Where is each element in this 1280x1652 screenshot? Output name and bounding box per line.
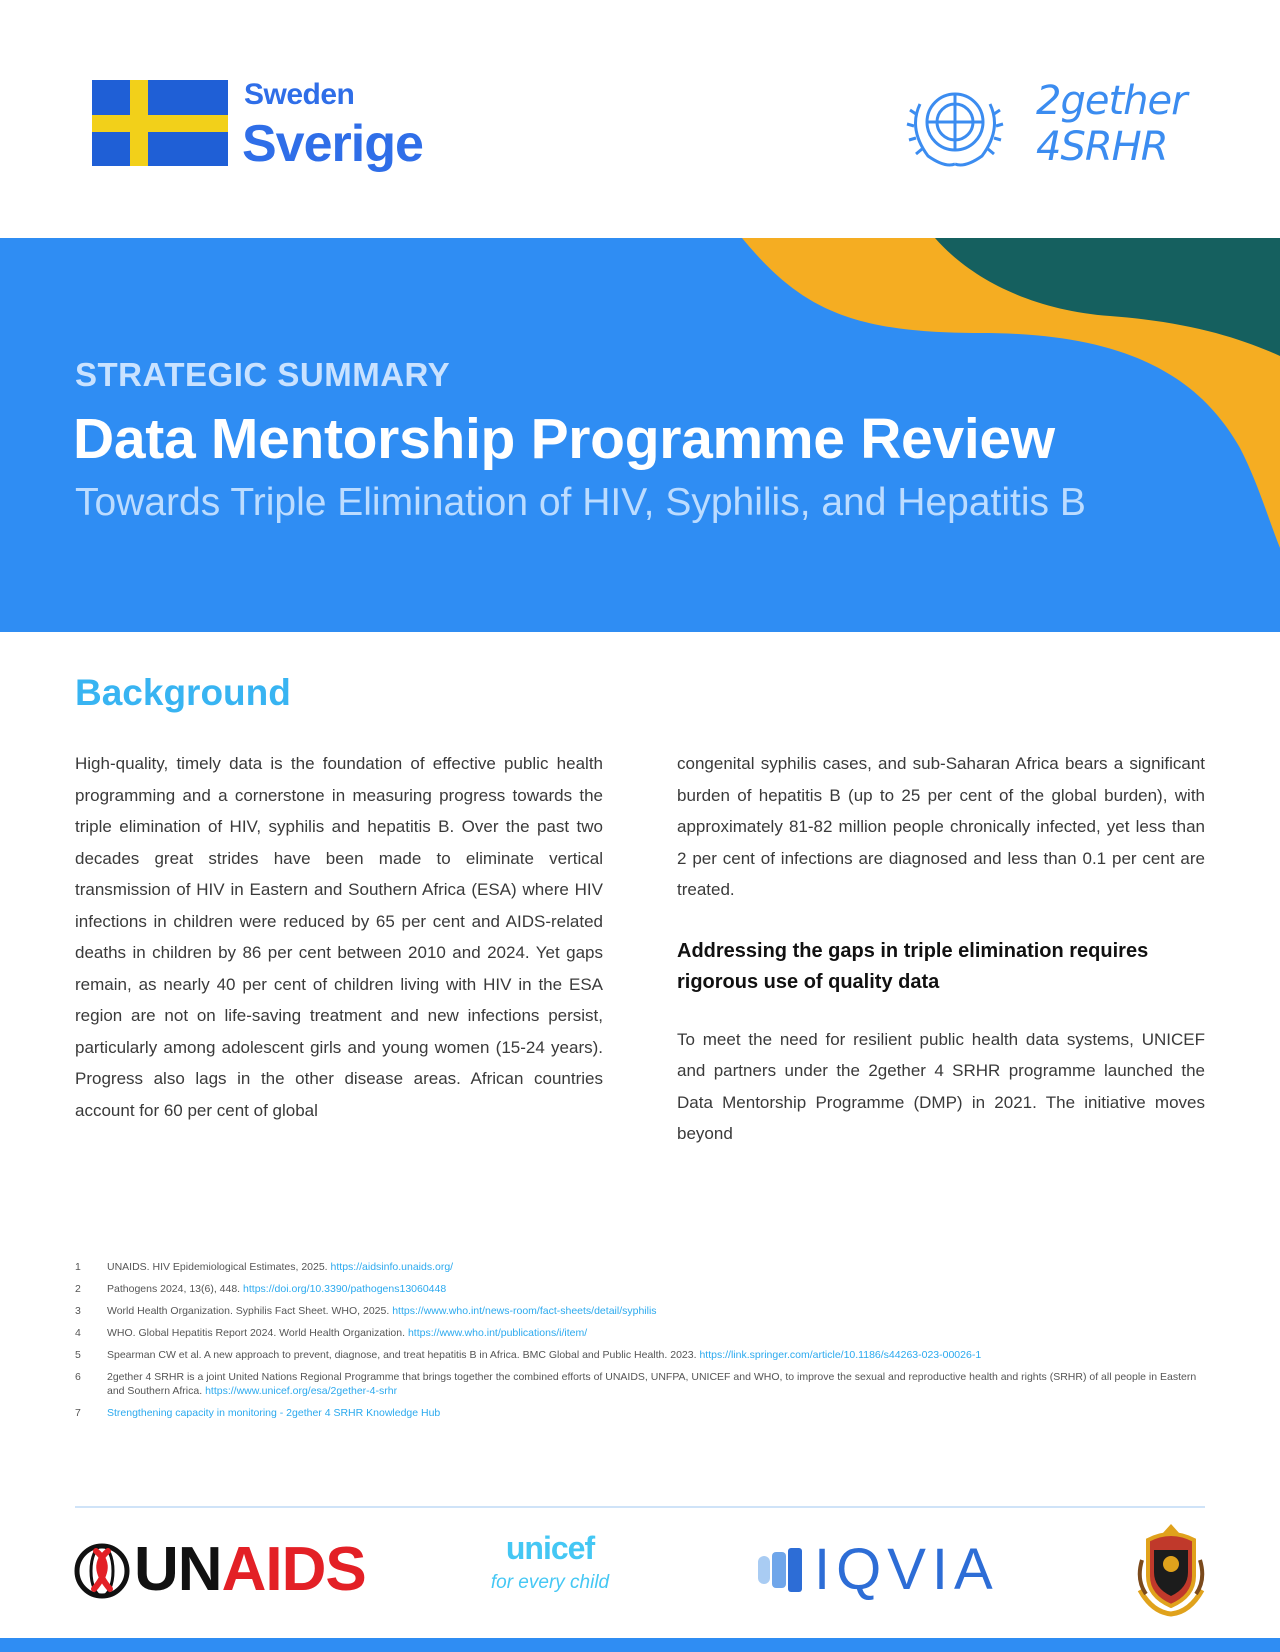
footnote-link[interactable]: https://www.who.int/publications/i/item/ (407, 1327, 588, 1339)
4srhr-wordmark: 4SRHR (1036, 124, 1168, 170)
footnote-item: 5 Spearman CW et al. A new approach to prevent, diagnose, and treat hepatitis B in Africa. BMC Global and Public Health. 2023. https://link.springer.com/article/10.1186/s44263-023-00026-1 (75, 1349, 982, 1361)
2gether-4srhr-logo (1036, 78, 1206, 178)
bottom-accent-bar (0, 1638, 1280, 1652)
sweden-sverige-logo (92, 78, 452, 178)
right-column (677, 748, 1205, 1150)
unaids-logo (72, 1535, 372, 1605)
background-paragraph-3: To meet the need for resilient public health data systems, UNICEF and partners under the 2gether 4 SRHR programme launched the Data Mentorship Programme (DMP) in 2021. The initiative moves beyond (677, 1029, 1205, 1143)
footnote-item: 1 UNAIDS. HIV Epidemiological Estimates, 2025. https://aidsinfo.unaids.org/ (75, 1261, 454, 1273)
page-title: Data Mentorship Programme Review (73, 407, 1055, 471)
section-subheading: Addressing the gaps in triple elimination requires rigorous use of quality data (677, 939, 1149, 993)
national-coat-of-arms-icon (1132, 1520, 1210, 1620)
background-paragraph-2: congenital syphilis cases, and sub-Saharan Africa bears a significant burden of hepatitis B (up to 25 per cent of the global burden), with approximately 81-82 million people chronically infected, yet less than 2 per cent of infections are diagnosed and less than 0.1 per cent are treated. (677, 754, 1205, 899)
2gether-wordmark: 2gether (1036, 78, 1187, 124)
footnote-link[interactable]: https://www.unicef.org/esa/2gether-4-srhr (205, 1385, 398, 1397)
page-subtitle: Towards Triple Elimination of HIV, Syphilis, and Hepatitis B (75, 481, 1086, 524)
iqvia-logo (752, 1537, 1032, 1602)
sverige-label: Sverige (242, 115, 423, 173)
footnote-link[interactable]: https://doi.org/10.3390/pathogens13060448 (243, 1283, 447, 1295)
footnote-item: 4 WHO. Global Hepatitis Report 2024. World Health Organization. https://www.who.int/publications/i/item/ (75, 1327, 588, 1339)
iqvia-mark-icon (752, 1540, 812, 1600)
unicef-tagline: for every child (490, 1572, 610, 1593)
footnote-link[interactable]: Strengthening capacity in monitoring - 2gether 4 SRHR Knowledge Hub (107, 1407, 441, 1419)
footnotes-list (75, 1260, 1205, 1428)
footer-divider (75, 1506, 1205, 1508)
footnote-link[interactable]: https://link.springer.com/article/10.1186/s44263-023-00026-1 (699, 1349, 982, 1361)
footnote-item: 2 Pathogens 2024, 13(6), 448. https://doi.org/10.3390/pathogens13060448 (75, 1283, 447, 1295)
footnote-item: 6 2gether 4 SRHR is a joint United Nations Regional Programme that brings together the combined efforts of UNAIDS, UNFPA, UNICEF and WHO, to improve the sexual and reproductive health and rights (SRHR) of all people in Eastern and Southern Africa. https://www.unicef.org/esa/2gether-4-srhr (75, 1371, 1197, 1397)
unicef-logo (480, 1530, 620, 1610)
eyebrow-label: STRATEGIC SUMMARY (75, 356, 451, 393)
footnote-item: 7 Strengthening capacity in monitoring - 2gether 4 SRHR Knowledge Hub (75, 1407, 441, 1419)
unaids-aids-text: AIDS (221, 1535, 366, 1604)
footnote-link[interactable]: https://www.who.int/news-room/fact-sheets/detail/syphilis (392, 1305, 657, 1317)
hero-banner (0, 238, 1280, 632)
footnote-item: 3 World Health Organization. Syphilis Fact Sheet. WHO, 2025. https://www.who.int/news-room/fact-sheets/detail/syphilis (75, 1305, 657, 1317)
unicef-wordmark: unicef (505, 1530, 595, 1566)
background-paragraph-1: High-quality, timely data is the foundation of effective public health programming and a cornerstone in measuring progress towards the triple elimination of HIV, syphilis and hepatitis B. Over the past two decades great strides have been made to eliminate vertical transmission of HIV in Eastern and Southern Africa (ESA) where HIV infections in children were reduced by 65 per cent and AIDS-related deaths in children by 86 per cent between 2010 and 2024. Yet gaps remain, as nearly 40 per cent of children living with HIV in the ESA region are not on life-saving treatment and new infections persist, particularly among adolescent girls and young women (15-24 years). Progress also lags in the other disease areas. African countries account for 60 per cent of global (75, 754, 603, 1120)
left-column (75, 748, 603, 1126)
un-emblem-icon (900, 74, 1010, 174)
unaids-ribbon-globe-icon (74, 1543, 130, 1599)
swedish-flag-icon (92, 80, 228, 166)
background-heading: Background (75, 672, 291, 713)
iqvia-wordmark: IQVIA (814, 1537, 999, 1602)
footnote-link[interactable]: https://aidsinfo.unaids.org/ (330, 1261, 454, 1273)
unaids-un-text: UN (134, 1535, 222, 1604)
sweden-label: Sweden (244, 78, 355, 111)
